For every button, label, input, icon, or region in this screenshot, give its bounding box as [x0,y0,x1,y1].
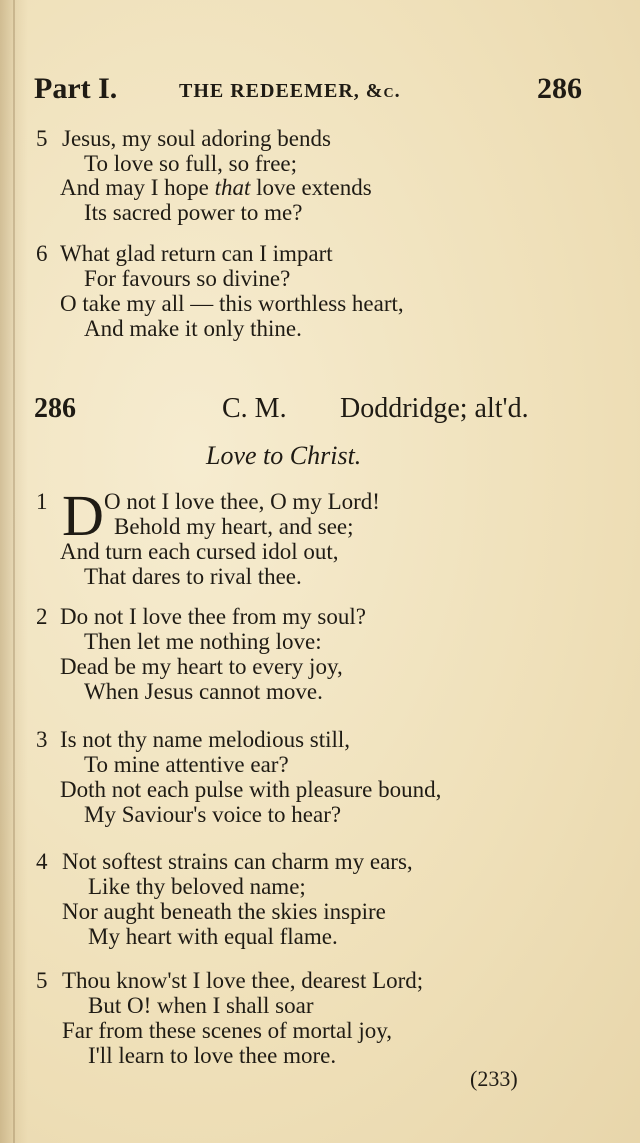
verse-line: Doth not each pulse with pleasure bound, [60,777,442,802]
verse-line: My heart with equal flame. [88,924,338,949]
verse-line: Jesus, my soul adoring bends [62,126,331,151]
stanza-number: 4 [36,849,48,874]
hymn-meter: C. M. [222,393,287,424]
verse-line: Do not I love thee from my soul? [60,604,366,629]
verse-line: I'll learn to love thee more. [88,1043,337,1068]
verse-line: Behold my heart, and see; [114,514,354,539]
stanza-number: 5 [36,968,48,993]
hymn-author: Doddridge; alt'd. [340,393,529,424]
verse-line: Not softest strains can charm my ears, [62,849,413,874]
stanza-number: 3 [36,727,48,752]
verse-line: Far from these scenes of mortal joy, [62,1018,392,1043]
verse-line: Then let me nothing love: [84,629,322,654]
verse-line: O not I love thee, O my Lord! [104,489,380,514]
verse-line: When Jesus cannot move. [84,679,323,704]
verse-line: And may I hope that love extends [60,175,372,200]
stanza-number: 6 [36,241,48,266]
verse-line: What glad return can I impart [60,241,333,266]
stanza-number: 5 [36,126,48,151]
verse-line: Like thy beloved name; [88,874,306,899]
verse-line: My Saviour's voice to hear? [84,802,342,827]
verse-line: To mine attentive ear? [84,752,289,777]
verse-line: Thou know'st I love thee, dearest Lord; [62,968,424,993]
verse-line: For favours so divine? [84,266,291,291]
verse-line: Dead be my heart to every joy, [60,654,343,679]
stanza-number: 2 [36,604,48,629]
hymn-number: 286 [34,393,76,424]
signature-mark: (233) [470,1066,518,1091]
verse-line: O take my all — this worthless heart, [60,291,404,316]
running-header [34,72,582,112]
part-label: Part I. [34,72,118,105]
verse-line: To love so full, so free; [84,151,298,176]
verse-line: But O! when I shall soar [88,993,314,1018]
drop-cap: D [62,483,104,548]
page-number: 286 [537,72,582,105]
verse-line: Nor aught beneath the skies inspire [62,899,386,924]
verse-line: And make it only thine. [84,316,302,341]
hymn-title: Love to Christ. [206,441,362,470]
verse-line: Its sacred power to me? [84,200,303,225]
section-title: THE REDEEMER, &c. [179,80,401,102]
stanza-number: 1 [36,489,48,514]
verse-line: That dares to rival thee. [84,564,302,589]
verse-line: And turn each cursed idol out, [60,539,339,564]
binding-shadow [13,0,15,1143]
verse-line: Is not thy name melodious still, [60,727,351,752]
